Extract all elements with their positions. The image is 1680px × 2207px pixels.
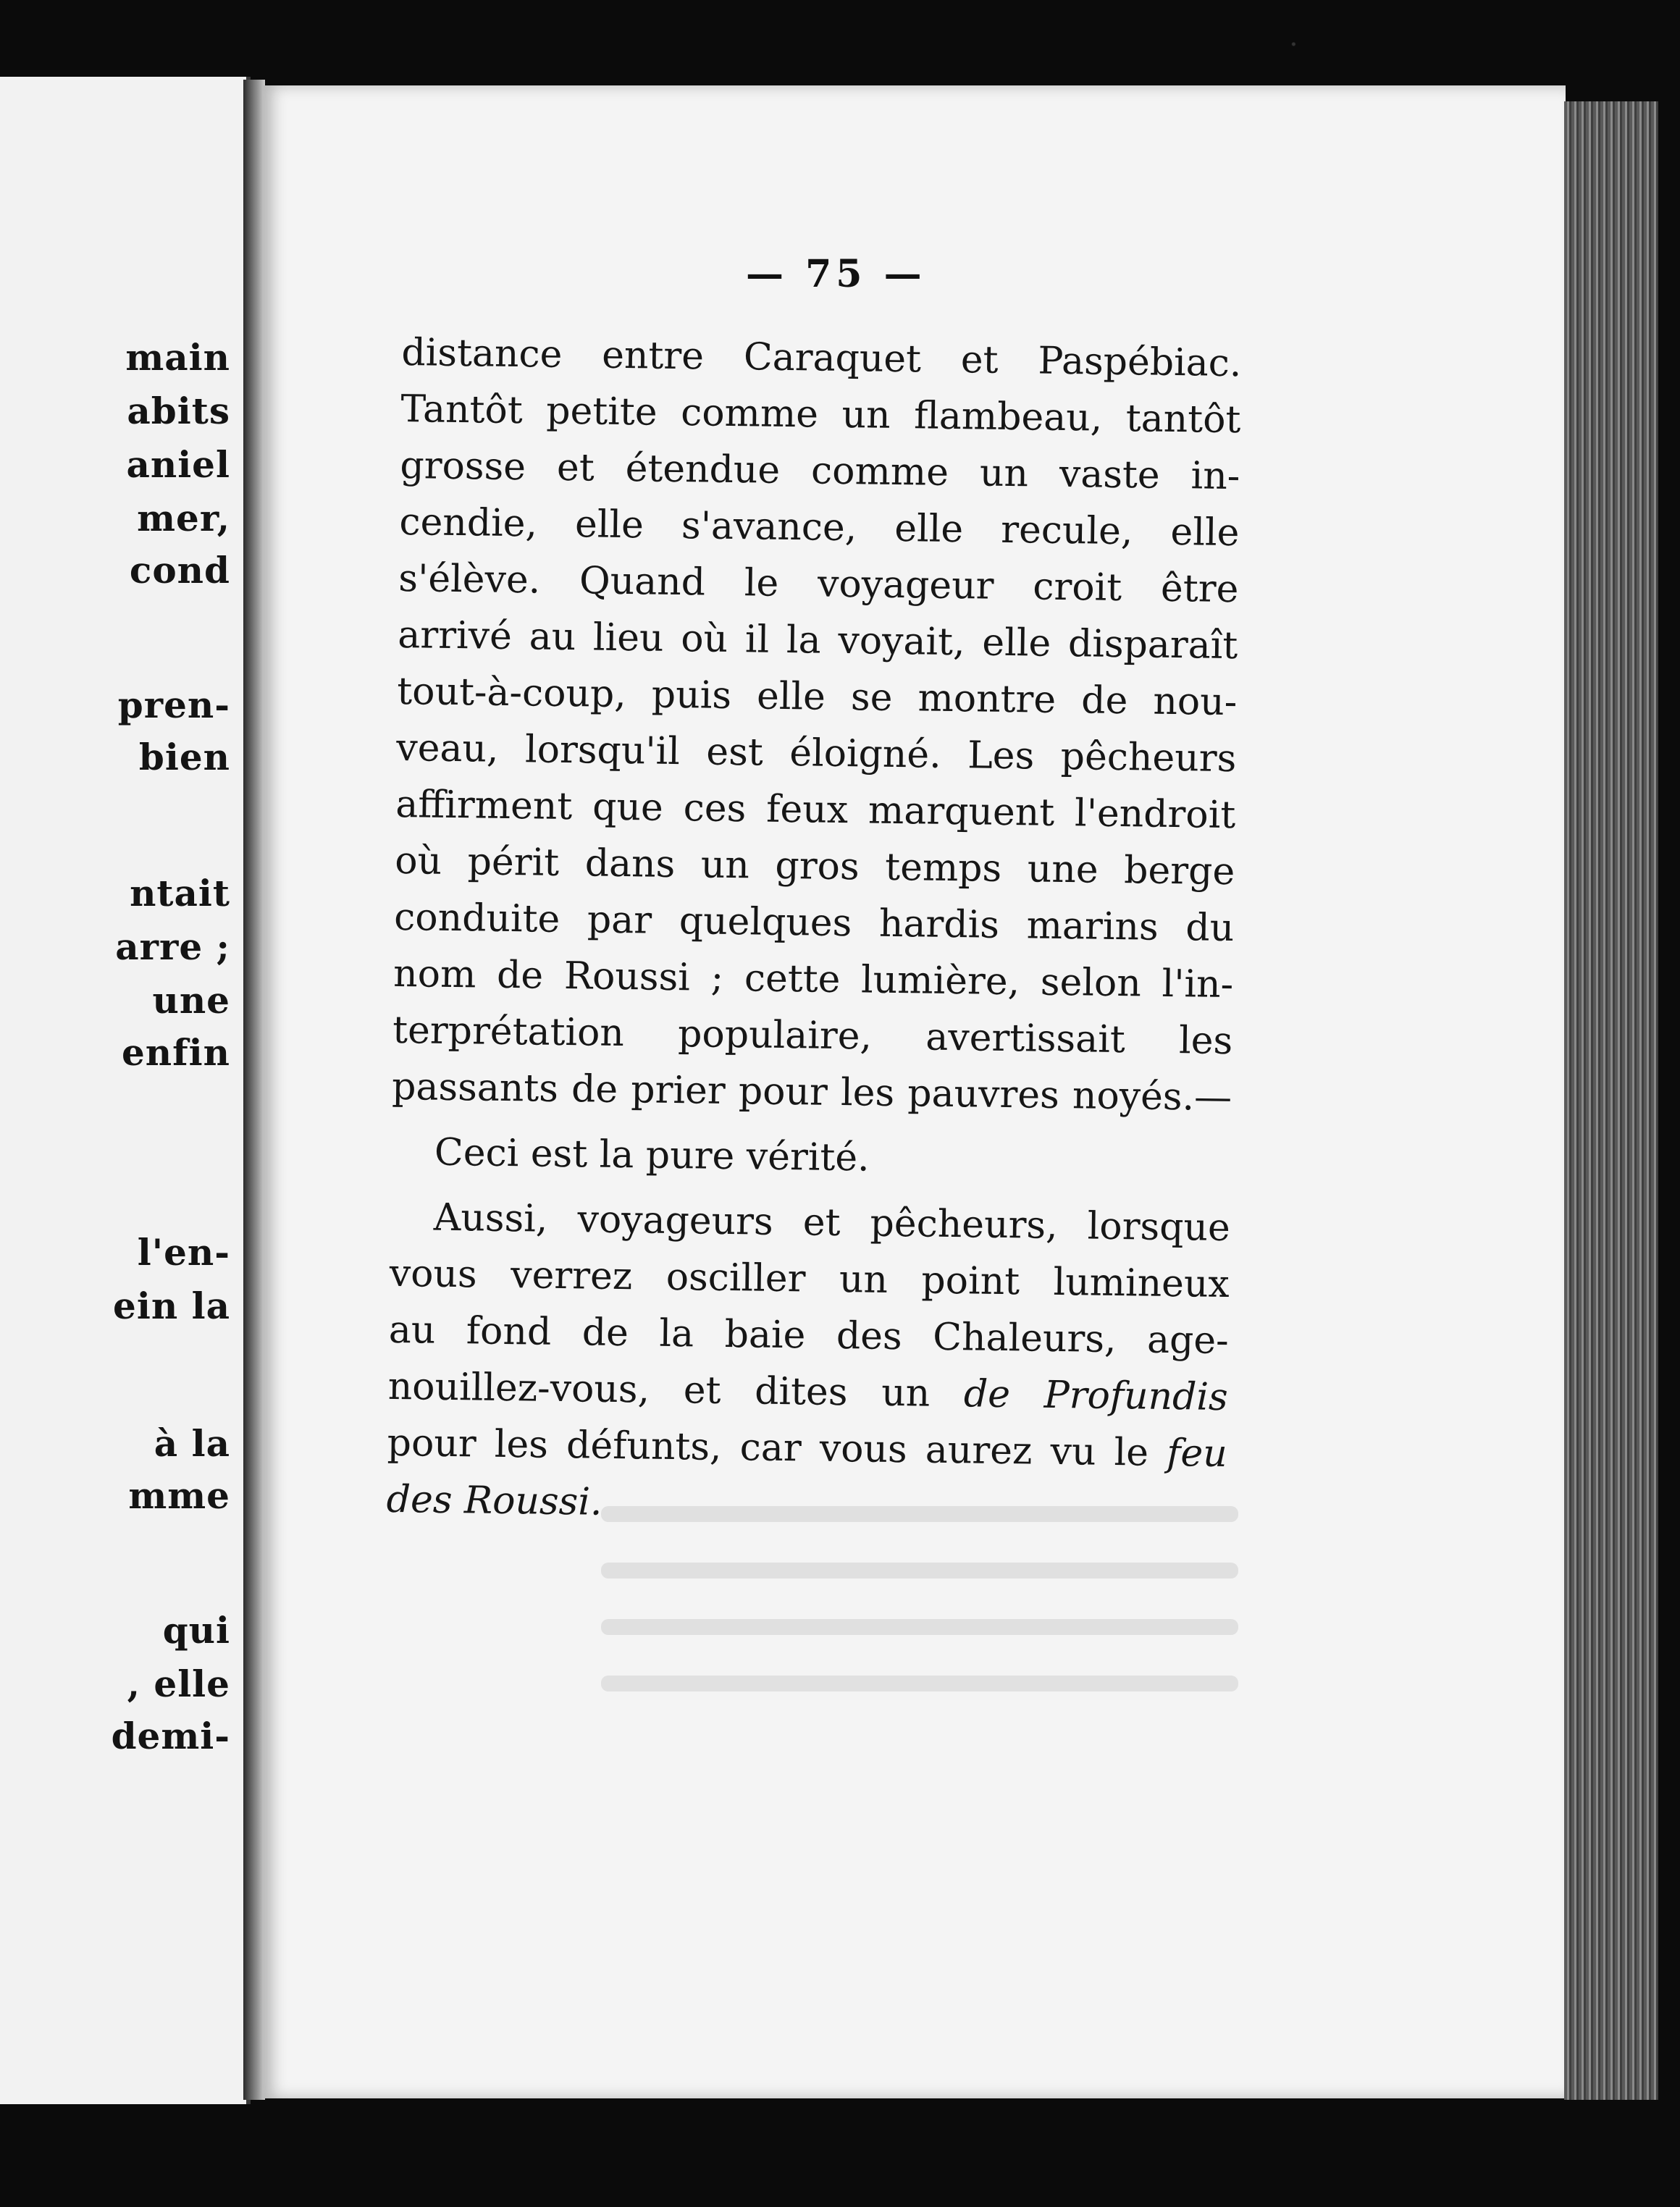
left-page-fragment: demi-: [111, 1715, 230, 1757]
left-page-fragment: cond: [129, 549, 230, 592]
bleed-line: [601, 1676, 1238, 1691]
text-line: affirment que ces feux marquent l'endroit: [395, 782, 1236, 838]
left-page-fragment: arre ;: [115, 925, 230, 968]
left-page-fragment: aniel: [126, 443, 230, 486]
left-page-fragment: main: [125, 336, 230, 379]
left-page-fragment: bien: [138, 736, 230, 778]
paragraph: [386, 1189, 1230, 1539]
left-page-fragment: ntait: [130, 872, 230, 915]
book-fore-edge: [1564, 101, 1658, 2100]
text-line: où périt dans un gros temps une berge: [394, 838, 1235, 894]
left-page-fragment: qui: [162, 1609, 230, 1652]
text-line: passants de prier pour les pauvres noyés.—: [391, 1064, 1232, 1120]
text-line: cendie, elle s'avance, elle recule, elle: [399, 500, 1240, 555]
text-line: veau, lorsqu'il est éloigné. Les pêcheurs: [395, 726, 1237, 781]
text-line: vous verrez osciller un point lumineux: [389, 1251, 1230, 1307]
paragraph: [391, 1124, 1232, 1191]
page-body-text: [386, 324, 1242, 1539]
text-line: grosse et étendue comme un vaste in-: [400, 443, 1240, 499]
left-page-fragment: une: [152, 979, 230, 1022]
page-number: — 75 —: [746, 252, 926, 296]
text-line: Aussi, voyageurs et pêcheurs, lorsque: [433, 1195, 1231, 1250]
italic-word: feu: [1166, 1431, 1228, 1476]
bleed-through-text: [601, 1506, 1238, 1752]
left-page-fragment: abits: [127, 390, 230, 432]
text-line-with-italic: [387, 1358, 1228, 1426]
left-page-fragment: à la: [154, 1422, 230, 1465]
left-page-fragment: mer,: [137, 497, 230, 539]
text-line: tout-à-coup, puis elle se montre de nou-: [396, 669, 1238, 725]
bleed-line: [601, 1506, 1238, 1522]
text-line: terprétation populaire, avertissait les: [392, 1008, 1233, 1064]
bleed-line: [601, 1563, 1238, 1578]
left-page-fragment: ein la: [113, 1285, 230, 1327]
text-line: arrivé au lieu où il la voyait, elle disparaît: [397, 613, 1238, 668]
left-page-fragment: enfin: [121, 1031, 230, 1074]
text-line: Tantôt petite comme un flambeau, tantôt: [400, 387, 1241, 442]
left-page-fragment: pren-: [117, 684, 230, 726]
bleed-line: [601, 1619, 1238, 1635]
italic-phrase: de Profundis: [963, 1372, 1229, 1420]
text-line: nom de Roussi ; cette lumière, selon l'in-: [392, 951, 1234, 1007]
paragraph: [392, 324, 1242, 1126]
text-line: conduite par quelques hardis marins du: [393, 895, 1235, 951]
left-page-fragment: , elle: [127, 1662, 230, 1705]
text-line: s'élève. Quand le voyageur croit être: [398, 556, 1239, 612]
text-span: nouillez-vous, et dites un: [387, 1364, 931, 1416]
left-facing-page: [0, 77, 251, 2104]
left-page-fragment: mme: [128, 1474, 230, 1517]
left-page-fragment: l'en-: [137, 1231, 230, 1274]
text-line: Ceci est la pure vérité.: [434, 1130, 870, 1180]
text-line: distance entre Caraquet et Paspébiac.: [401, 330, 1242, 386]
text-line-with-italic: [387, 1415, 1227, 1482]
text-line: au fond de la baie des Chaleurs, age-: [388, 1308, 1230, 1363]
italic-phrase: des Roussi.: [386, 1477, 602, 1524]
text-span: pour les défunts, car vous aurez vu le: [387, 1421, 1149, 1475]
